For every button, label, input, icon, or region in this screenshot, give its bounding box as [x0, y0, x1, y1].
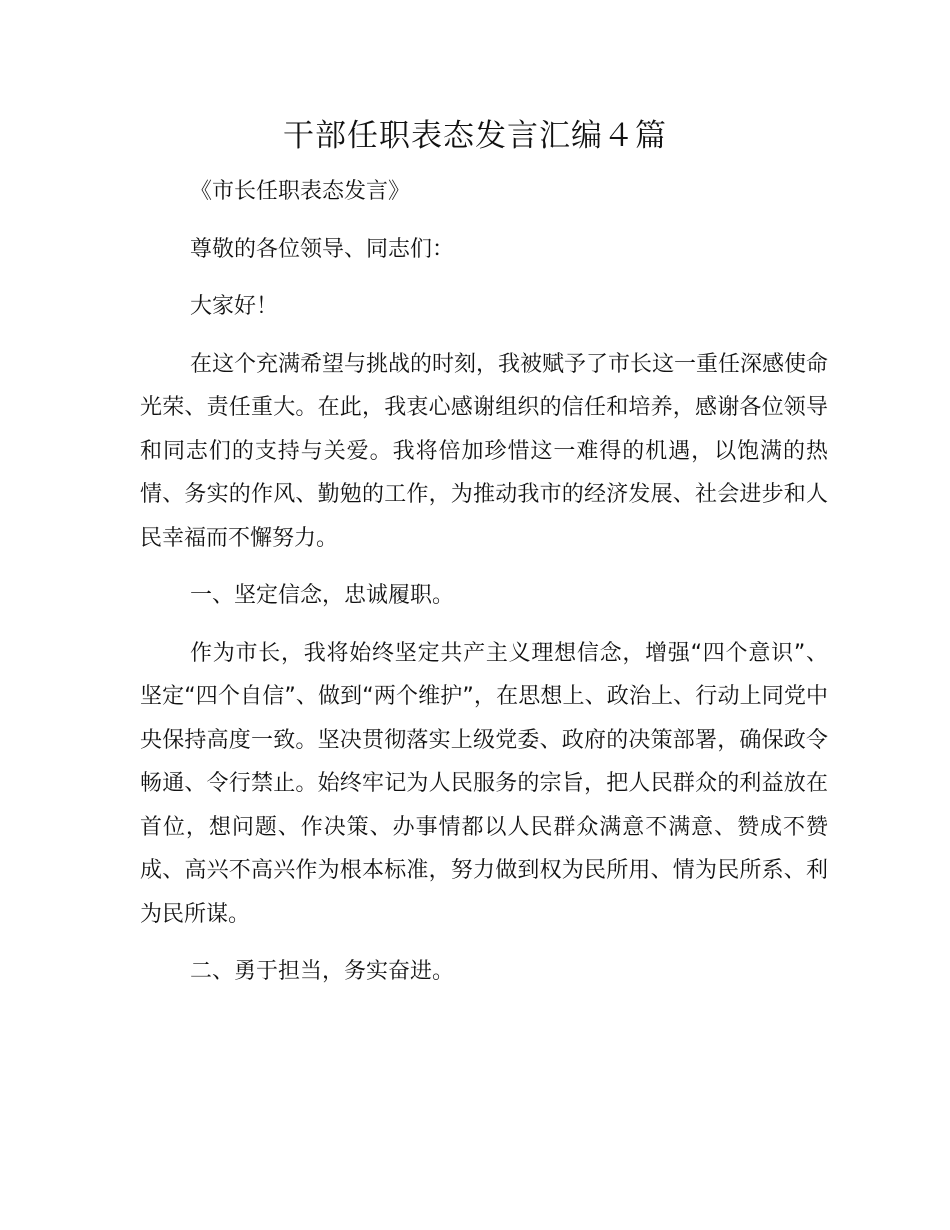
paragraph-section-1: 作为市长，我将始终坚定共产主义理想信念，增强“四个意识”、坚定“四个自信”、做到“两个维护”，在思想上、政治上、行动上同党中央保持高度一致。坚决贯彻落实上级党委、政府的决策部署，确保政令畅通、令行禁止。始终牢记为人民服务的宗旨，把人民群众的利益放在首位，想问题、作决策、办事情都以人民群众满意不满意、赞成不赞成、高兴不高兴作为根本标准，努力做到权为民所用、情为民所系、利为民所谋。	[140, 640, 828, 927]
section-heading-1: 一、坚定信念，忠诚履职。	[190, 583, 455, 608]
greeting: 大家好！	[190, 294, 279, 319]
subtitle: 《市长任职表态发言》	[190, 179, 411, 204]
salutation: 尊敬的各位领导、同志们：	[190, 236, 455, 262]
document-body	[140, 170, 828, 994]
section-heading-2: 二、勇于担当，务实奋进。	[190, 959, 455, 984]
document-title: 干部任职表态发言汇编４篇	[283, 118, 667, 154]
paragraph-intro: 在这个充满希望与挑战的时刻，我被赋予了市长这一重任深感使命光荣、责任重大。在此，我衷心感谢组织的信任和培养，感谢各位领导和同志们的支持与关爱。我将倍加珍惜这一难得的机遇，以饱满的热情、务实的作风、勤勉的工作，为推动我市的经济发展、社会进步和人民幸福而不懈努力。	[140, 351, 829, 551]
